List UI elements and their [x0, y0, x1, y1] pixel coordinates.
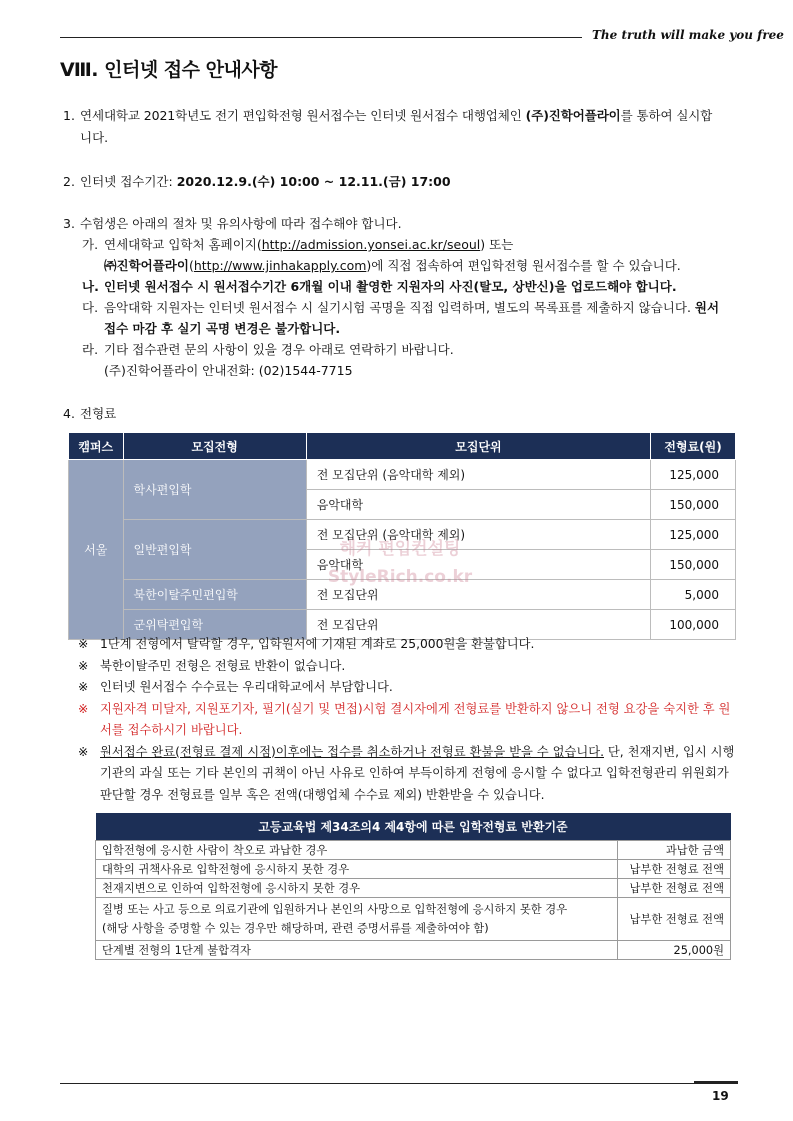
fee-campus: 서울 — [69, 460, 124, 640]
item-1-number: 1. — [63, 108, 75, 123]
refund-table — [95, 813, 731, 960]
fee-unit: 음악대학 — [306, 550, 650, 580]
footer-tab — [694, 1081, 738, 1084]
refund-amount: 25,000원 — [618, 941, 731, 960]
note-text: 단, 천재지변, 입시 시행 기관의 과실 또는 기타 본인의 귀책이 아닌 사유로 인하여 부득이하게 전형에 응시할 수 없다고 입학전형관리 위원회가 판단할 경우 전형료를 일부 혹은 전액(대행업체 수수료 제외) 반환받을 수 있습니다. — [100, 744, 735, 802]
fee-amount: 150,000 — [651, 550, 736, 580]
note-5 — [78, 742, 740, 807]
note-mark: ※ — [78, 744, 89, 759]
note-2 — [78, 656, 740, 678]
fee-amount: 5,000 — [651, 580, 736, 610]
item-1-text — [80, 106, 740, 126]
item-3-ga-e: )에 직접 접속하여 편입학전형 원서접수를 할 수 있습니다. — [366, 258, 681, 273]
note-text: 지원자격 미달자, 지원포기자, 필기(실기 및 면접)시험 결시자에게 전형료를 반환하지 않으니 전형 요강을 숙지한 후 원서를 접수하시기 바랍니다. — [100, 701, 731, 737]
refund-amount: 납부한 전형료 전액 — [618, 898, 731, 941]
table-row — [96, 879, 731, 898]
note-mark: ※ — [78, 680, 89, 694]
note-3 — [78, 677, 740, 699]
refund-amount: 과납한 금액 — [618, 841, 731, 860]
item-3-da-cont: 접수 마감 후 실기 곡명 변경은 불가합니다. — [104, 321, 341, 336]
fee-header-unit: 모집단위 — [306, 433, 650, 460]
item-3-ra-text: 기타 접수관련 문의 사항이 있을 경우 아래로 연락하기 바랍니다. — [104, 342, 454, 357]
fee-type: 군위탁편입학 — [123, 610, 306, 640]
item-4-number: 4. — [63, 406, 75, 421]
note-4 — [78, 699, 740, 742]
refund-table-title: 고등교육법 제34조의4 제4항에 따른 입학전형료 반환기준 — [96, 813, 731, 841]
table-row — [96, 841, 731, 860]
item-4-label: 전형료 — [80, 406, 117, 421]
header-motto: The truth will make you free — [592, 28, 784, 42]
refund-condition-line1: 질병 또는 사고 등으로 의료기관에 입원하거나 본인의 사망으로 입학전형에 응시하지 못한 경우 — [102, 903, 568, 916]
table-row — [96, 941, 731, 960]
watermark-line2: StyleRich.co.kr — [327, 567, 473, 587]
table-row — [69, 460, 736, 490]
fee-header-fee: 전형료(원) — [651, 433, 736, 460]
refund-amount: 납부한 전형료 전액 — [618, 879, 731, 898]
note-text: 인터넷 원서접수 수수료는 우리대학교에서 부담합니다. — [100, 680, 393, 694]
note-text: 북한이탈주민 전형은 전형료 반환이 없습니다. — [100, 658, 346, 673]
fee-amount: 150,000 — [651, 490, 736, 520]
note-1 — [78, 634, 740, 656]
item-3-da-text — [104, 298, 740, 318]
fee-notes — [78, 634, 740, 806]
table-row — [96, 898, 731, 941]
item-3-da-a: 음악대학 지원자는 인터넷 원서접수 시 실기시험 곡명을 직접 입력하며, 별도의 목록표를 제출하지 않습니다. — [104, 300, 695, 315]
jinhakapply-link[interactable]: http://www.jinhakapply.com — [193, 258, 367, 273]
fee-type: 일반편입학 — [123, 520, 306, 580]
refund-condition — [96, 898, 618, 941]
refund-condition: 대학의 귀책사유로 입학전형에 응시하지 못한 경우 — [96, 860, 618, 879]
header-rule — [60, 37, 582, 38]
fee-amount: 100,000 — [651, 610, 736, 640]
fee-header-type: 모집전형 — [123, 433, 306, 460]
item-2-label: 인터넷 접수기간: — [80, 174, 177, 189]
table-row — [96, 860, 731, 879]
page-number: 19 — [712, 1089, 729, 1103]
fee-unit: 전 모집단위 (음악대학 제외) — [306, 520, 650, 550]
item-3-ga-line1 — [104, 235, 513, 255]
item-3-ga-line2 — [104, 256, 681, 276]
note-text: 1단계 전형에서 탈락할 경우, 입학원서에 기재된 계좌로 25,000원을 환불합니다. — [100, 637, 535, 651]
item-2-text — [80, 172, 451, 192]
item-3-da-b: 원서 — [694, 300, 720, 315]
refund-condition: 단계별 전형의 1단계 불합격자 — [96, 941, 618, 960]
fee-table-header — [69, 433, 736, 460]
item-1-text-a: 연세대학교 2021학년도 전기 편입학전형 원서접수는 인터넷 원서접수 대행업체인 — [80, 108, 526, 123]
refund-table-header — [96, 813, 731, 841]
note-mark: ※ — [78, 658, 89, 673]
item-2-period: 2020.12.9.(수) 10:00 ~ 12.11.(금) 17:00 — [176, 174, 451, 189]
footer-rule — [60, 1083, 738, 1084]
fee-amount: 125,000 — [651, 520, 736, 550]
note-text-underlined: 원서접수 완료(전형료 결제 시점)이후에는 접수를 취소하거나 전형료 환불을 받을 수 없습니다. — [100, 744, 604, 759]
fee-unit: 전 모집단위 (음악대학 제외) — [306, 460, 650, 490]
fee-unit: 전 모집단위 — [306, 580, 650, 610]
item-1-text-cont: 니다. — [80, 130, 109, 145]
admission-link[interactable]: http://admission.yonsei.ac.kr/seoul — [261, 237, 481, 252]
item-2-number: 2. — [63, 174, 75, 189]
item-3-ra-contact: (주)진학어플라이 안내전화: (02)1544-7715 — [104, 363, 353, 378]
item-3-ga-b: ) 또는 — [480, 237, 514, 252]
item-3-na-text: 인터넷 원서접수 시 원서접수기간 6개월 이내 촬영한 지원자의 사진(탈모, 상반신)을 업로드해야 합니다. — [104, 279, 677, 294]
fee-unit: 음악대학 — [306, 490, 650, 520]
item-3-number: 3. — [63, 216, 75, 231]
refund-amount: 납부한 전형료 전액 — [618, 860, 731, 879]
section-title: Ⅷ. 인터넷 접수 안내사항 — [60, 59, 278, 81]
item-3-na-mark: 나. — [82, 279, 99, 294]
fee-amount: 125,000 — [651, 460, 736, 490]
item-3-ga-vendor: ㈜진학어플라이 — [104, 258, 189, 273]
item-3-da-mark: 다. — [82, 300, 99, 315]
note-mark: ※ — [78, 701, 89, 716]
fee-header-campus: 캠퍼스 — [69, 433, 124, 460]
fee-type: 학사편입학 — [123, 460, 306, 520]
fee-type: 북한이탈주민편입학 — [123, 580, 306, 610]
item-3-ra-mark: 라. — [82, 342, 99, 357]
watermark — [300, 535, 500, 591]
refund-condition: 입학전형에 응시한 사람이 착오로 과납한 경우 — [96, 841, 618, 860]
fee-unit: 전 모집단위 — [306, 610, 650, 640]
item-1-text-c: 를 통하여 실시합 — [620, 108, 713, 123]
item-3-ga-d: ( — [188, 258, 194, 273]
item-3-intro: 수험생은 아래의 절차 및 유의사항에 따라 접수해야 합니다. — [80, 216, 402, 231]
note-mark: ※ — [78, 637, 89, 651]
item-3-ga-mark: 가. — [82, 237, 99, 252]
item-3-ga-a: 연세대학교 입학처 홈페이지( — [104, 237, 262, 252]
item-1-vendor: (주)진학어플라이 — [525, 108, 621, 123]
watermark-line1: 해커 편입컨설팅 — [339, 539, 461, 559]
refund-condition-line2: (해당 사항을 증명할 수 있는 경우만 해당하며, 관련 증명서류를 제출하여야 함) — [102, 922, 489, 935]
refund-condition: 천재지변으로 인하여 입학전형에 응시하지 못한 경우 — [96, 879, 618, 898]
